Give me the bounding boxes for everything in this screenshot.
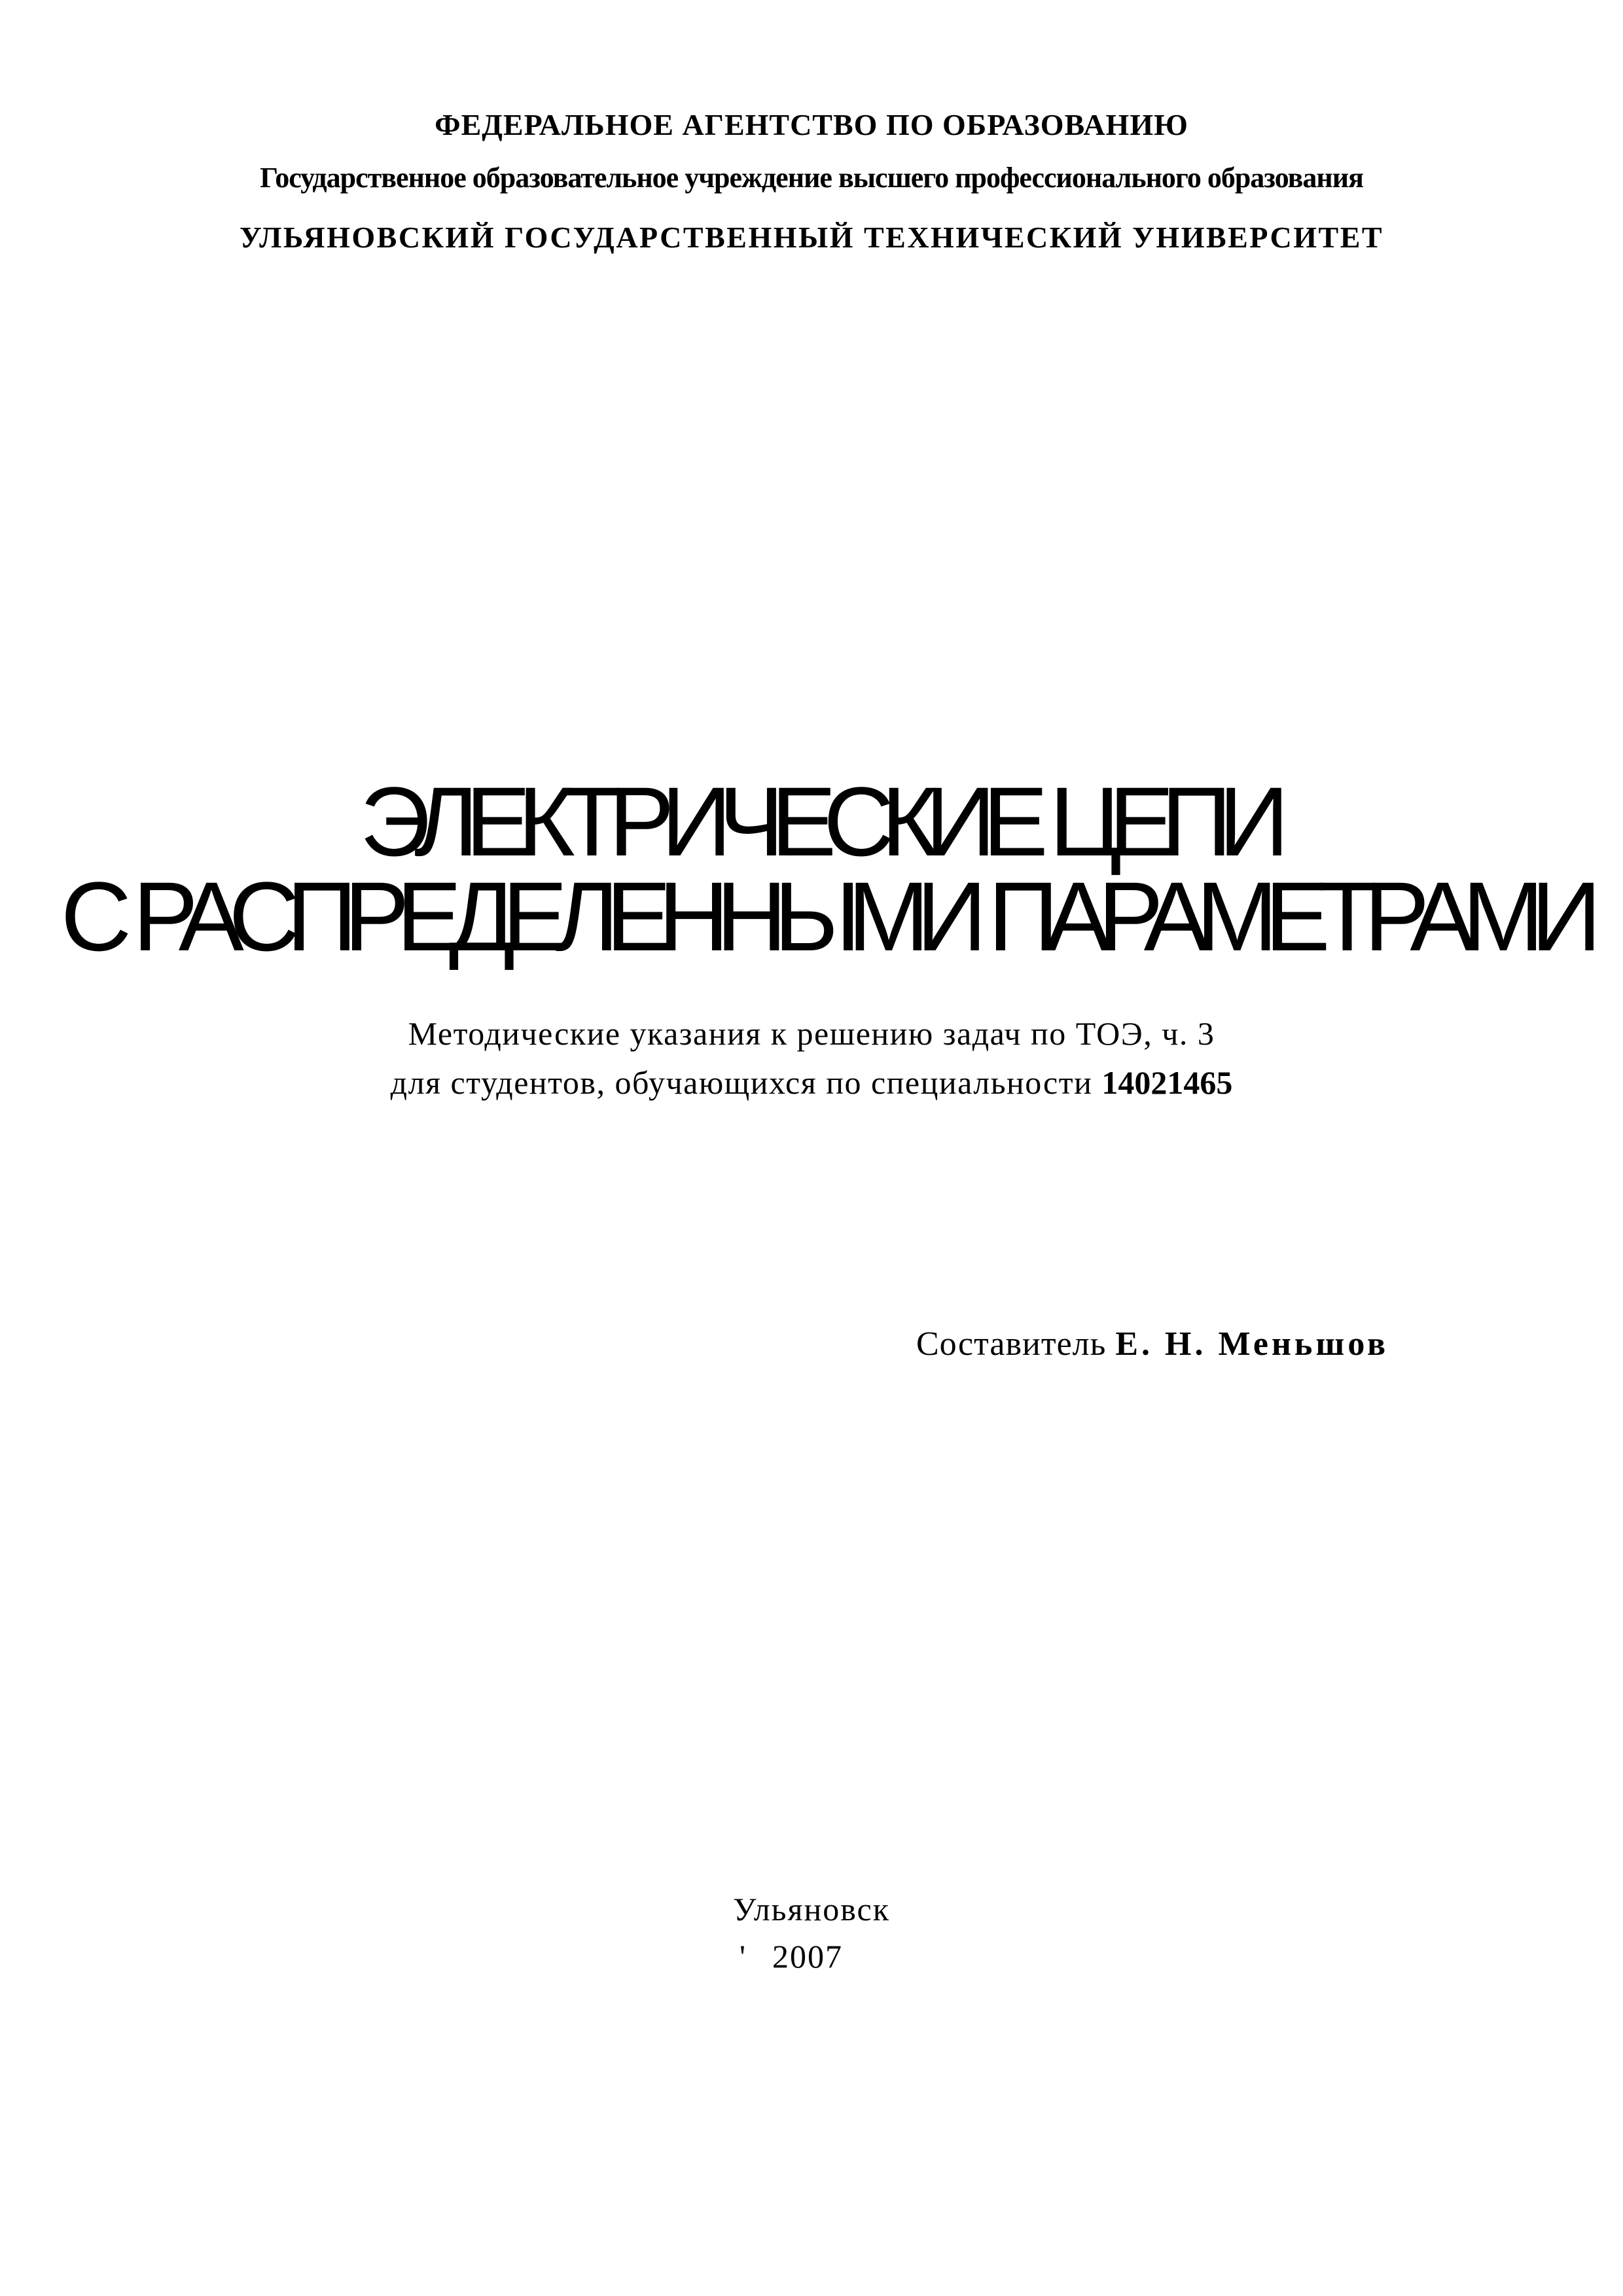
compiler-name: Е. Н. Меньшов (1115, 1325, 1389, 1363)
document-title-line-1: ЭЛЕКТРИЧЕСКИЕ ЦЕПИ (359, 766, 1277, 876)
specialty-code: 14021465 (1101, 1064, 1233, 1101)
publication-year: 2007 (772, 1938, 843, 1975)
subtitle-line-2-text: для студентов, обучающихся по специальности (390, 1064, 1093, 1101)
document-title-line-2: С РАСПРЕДЕЛЕННЫМИ ПАРАМЕТРАМИ (60, 861, 1589, 971)
compiler-label: Составитель (916, 1325, 1107, 1363)
publication-city: Ульяновск (732, 1891, 891, 1928)
institution-type-heading: Государственное образовательное учреждение высшего профессионального образования (260, 162, 1363, 194)
agency-heading: ФЕДЕРАЛЬНОЕ АГЕНТСТВО ПО ОБРАЗОВАНИЮ (435, 108, 1188, 141)
compiler-line (916, 1325, 1389, 1363)
copyright-mark: ' (740, 1938, 747, 1975)
subtitle-line-2 (0, 1064, 1623, 1102)
university-heading: УЛЬЯНОВСКИЙ ГОСУДАРСТВЕННЫЙ ТЕХНИЧЕСКИЙ УНИВЕРСИТЕТ (239, 221, 1384, 254)
publication-year-line (740, 1937, 843, 1975)
subtitle-line-1: Методические указания к решению задач по ТОЭ, ч. 3 (408, 1015, 1215, 1052)
